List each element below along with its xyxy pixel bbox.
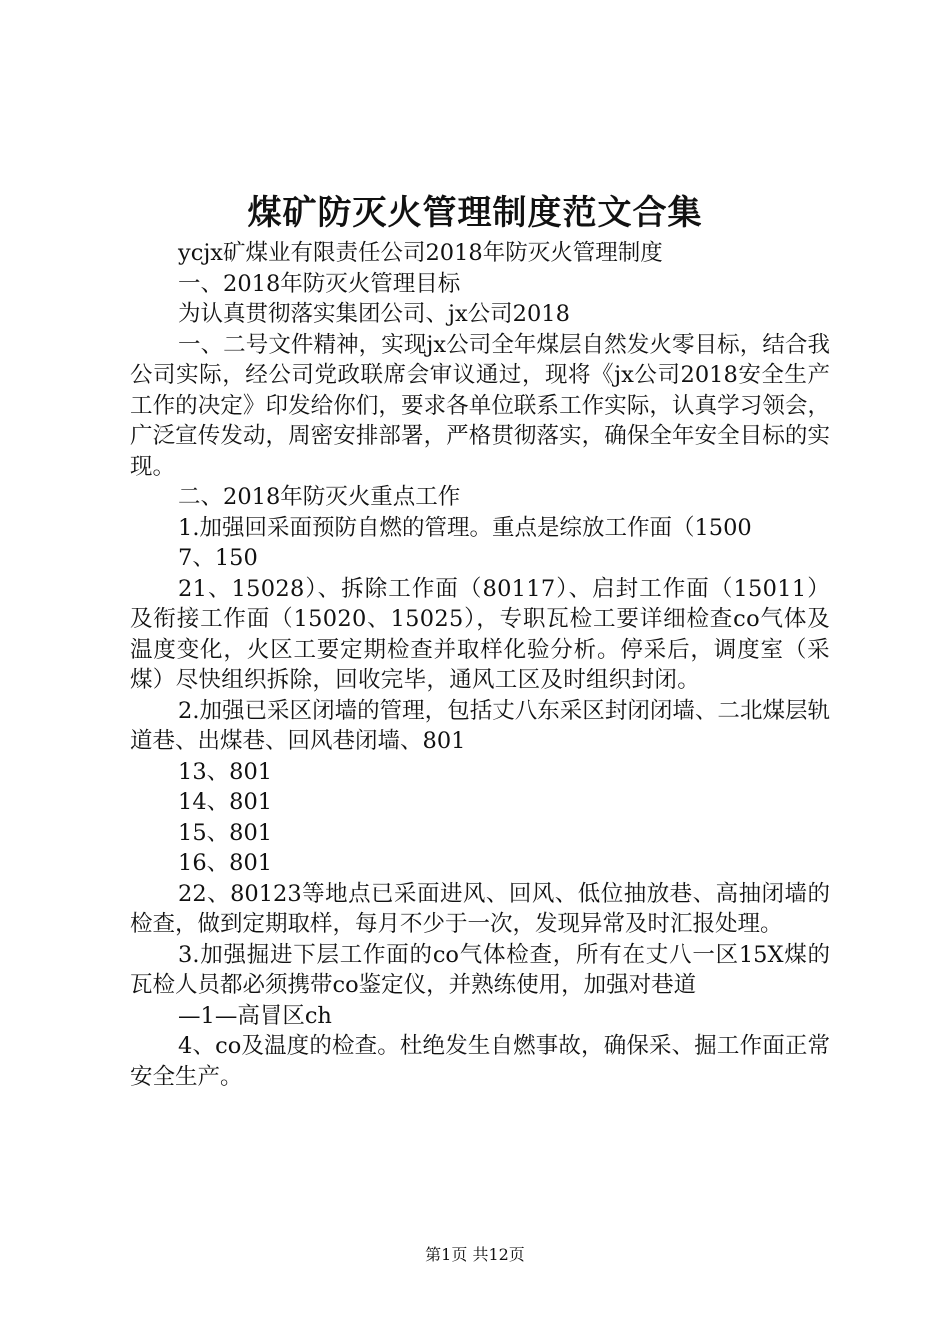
paragraph-item-2-fragment-16: 16、801 — [178, 850, 273, 876]
paragraph-section-2-heading: 二、2018年防灭火重点工作 — [178, 484, 461, 510]
paragraph-company-title: ycjx矿煤业有限责任公司2018年防灭火管理制度 — [178, 240, 663, 266]
page-number-footer: 第1页 共12页 — [425, 1245, 525, 1264]
paragraph-item-4: 4、co及温度的检查。杜绝发生自燃事故，确保采、掘工作面正常安全生产。 — [130, 1033, 830, 1090]
paragraph-section-1-heading: 一、2018年防灭火管理目标 — [178, 270, 461, 297]
document-title: 煤矿防灭火管理制度范文合集 — [247, 193, 703, 233]
paragraph-item-1-continued: 21、15028）、拆除工作面（80117）、启封工作面（15011）及衔接工作面（15020、15025），专职瓦检工要详细检查co气体及温度变化，火区工要定期检查并取样化验分析。停采后，调度室（采煤）尽快组织拆除，回收完毕，通风工区及时组织封闭。 — [130, 575, 830, 693]
paragraph-item-2-fragment-14: 14、801 — [178, 789, 273, 815]
paragraph-item-2: 2.加强已采区闭墙的管理，包括丈八东采区封闭闭墙、二北煤层轨道巷、出煤巷、回风巷闭墙、801 — [130, 697, 830, 754]
paragraph-item-2-fragment-13: 13、801 — [178, 758, 273, 785]
paragraph-document-spirit: 一、二号文件精神，实现jx公司全年煤层自然发火零目标，结合我公司实际，经公司党政联席会审议通过，现将《jx公司2018安全生产工作的决定》印发给你们，要求各单位联系工作实际，认真学习领会，广泛宣传发动，周密安排部署，严格贯彻落实，确保全年安全目标的实现。 — [130, 331, 830, 480]
paragraph-item-1-fragment: 7、150 — [178, 545, 258, 571]
document-body — [130, 238, 830, 1092]
paragraph-item-2-continued: 22、80123等地点已采面进风、回风、低位抽放巷、高抽闭墙的检查，做到定期取样，每月不少于一次，发现异常及时汇报处理。 — [130, 880, 830, 937]
paragraph-item-3: 3.加强掘进下层工作面的co气体检查，所有在丈八一区15X煤的瓦检人员都必须携带co鉴定仪，并熟练使用，加强对巷道 — [130, 941, 830, 998]
paragraph-item-1: 1.加强回采面预防自燃的管理。重点是综放工作面（1500 — [178, 514, 752, 541]
paragraph-item-2-fragment-15: 15、801 — [178, 819, 273, 846]
paragraph-intro: 为认真贯彻落实集团公司、jx公司2018 — [178, 301, 570, 327]
paragraph-page-marker: —1—高冒区ch — [178, 1002, 332, 1029]
